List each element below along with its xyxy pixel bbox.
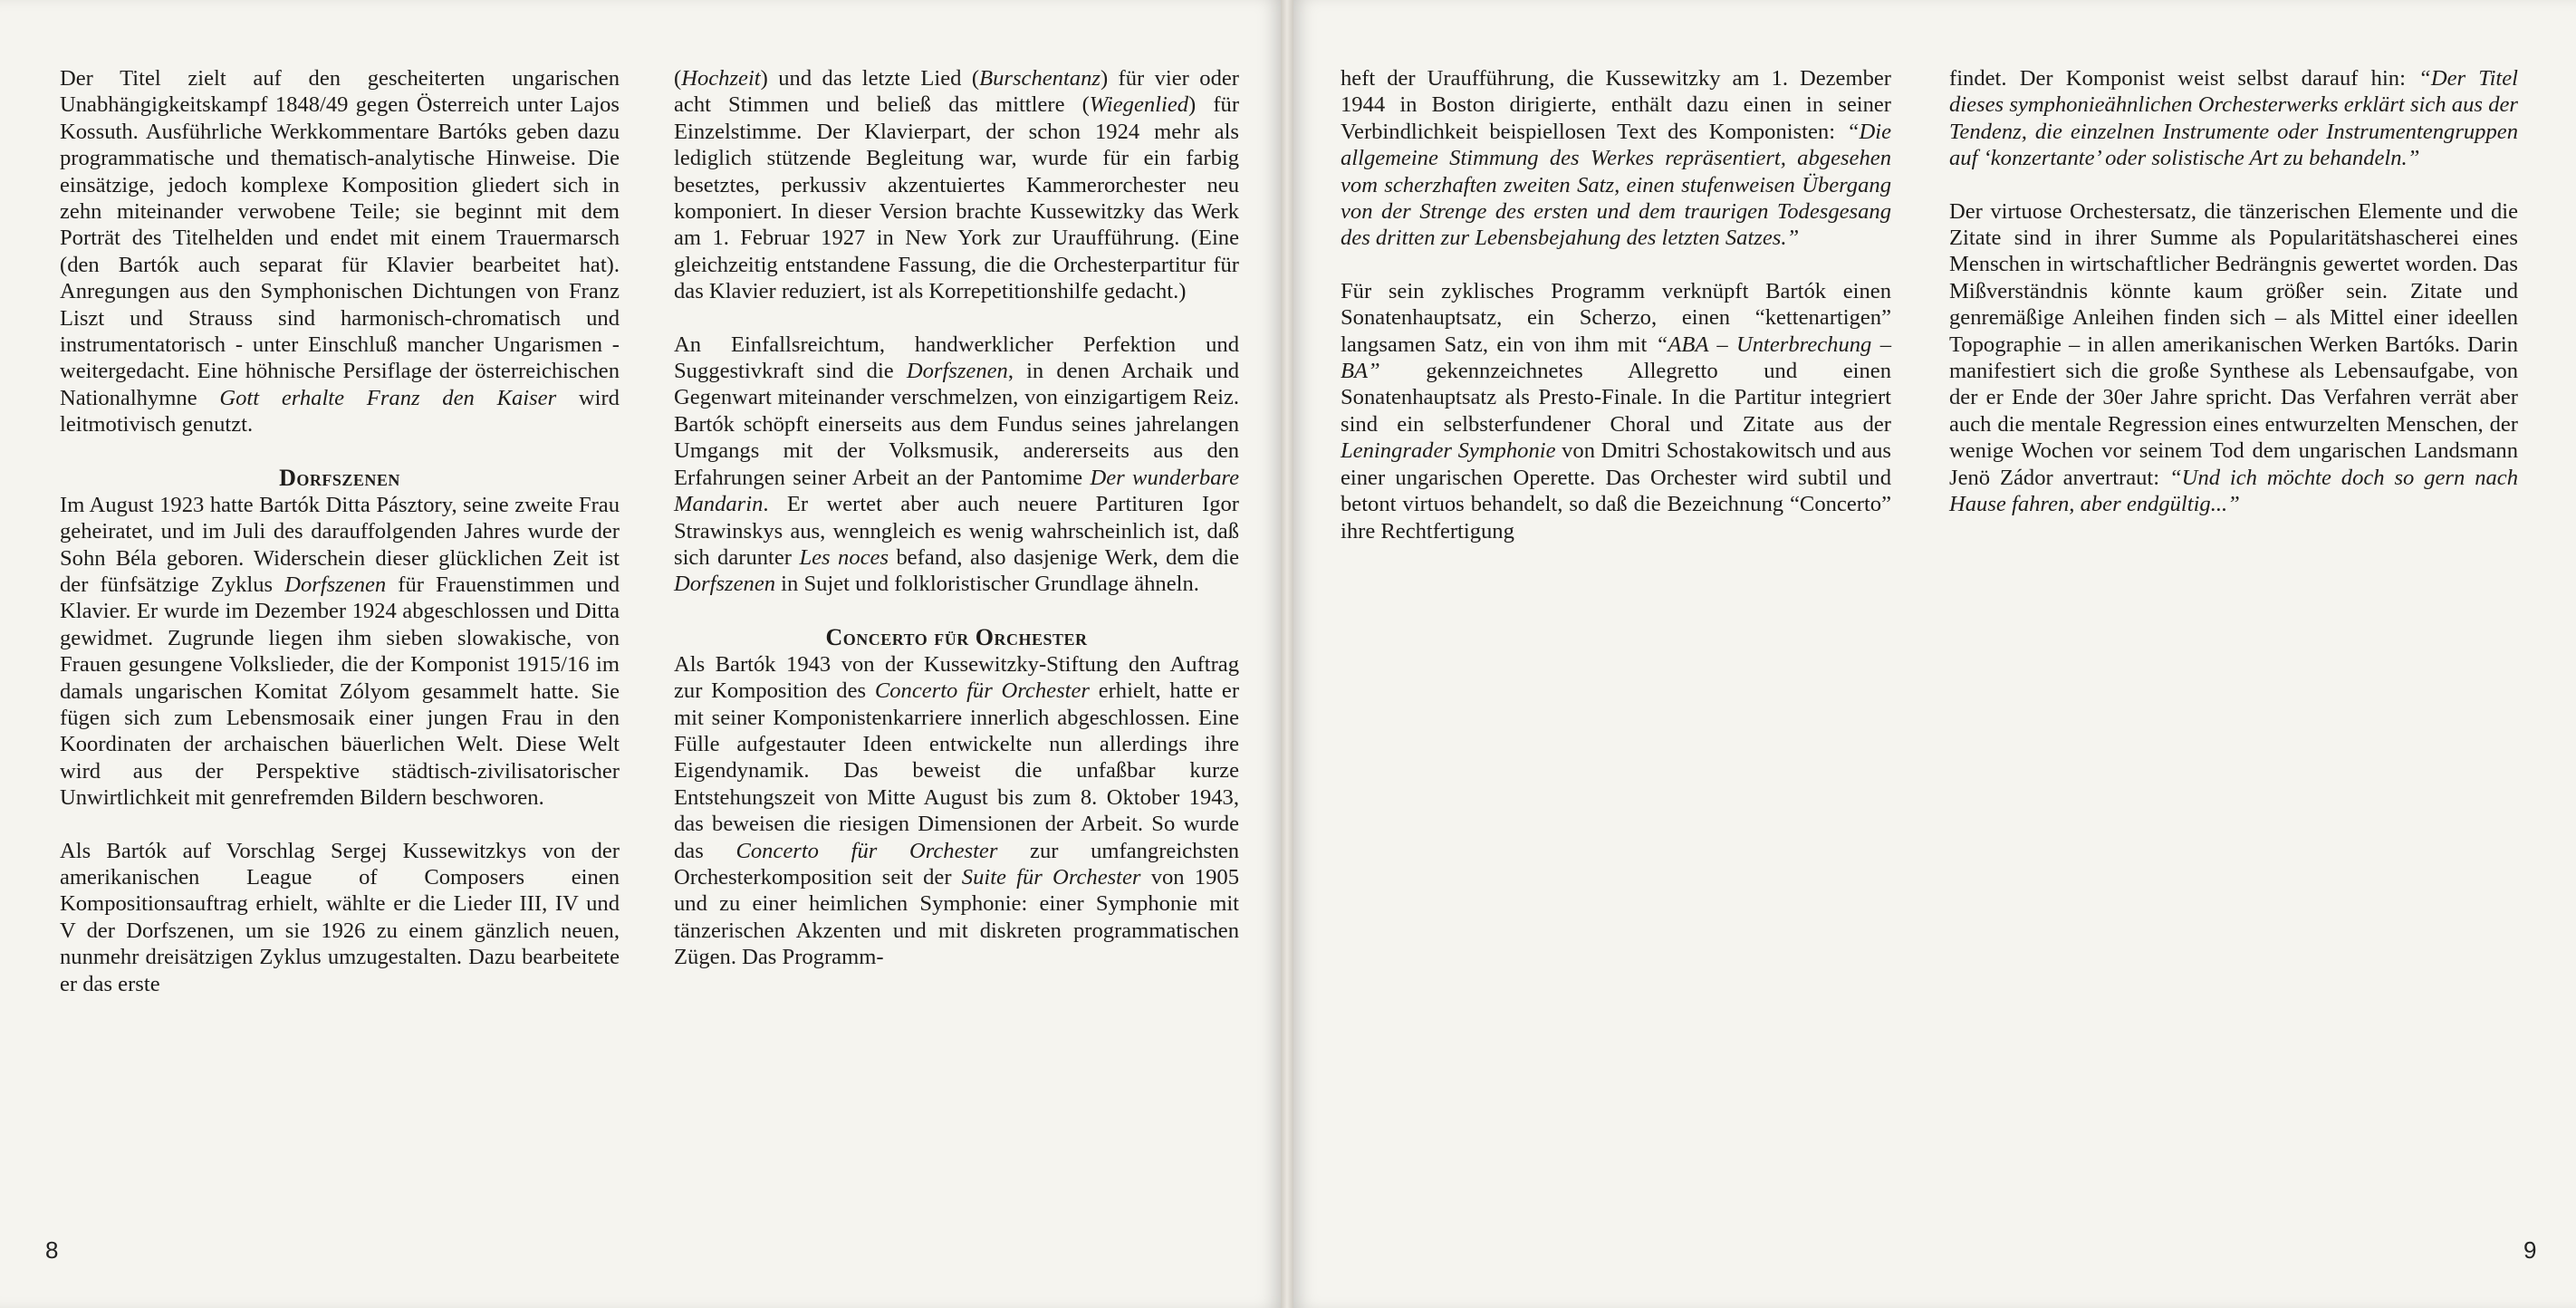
paragraph: heft der Uraufführung, die Kussewitzky am 1. Dezember 1944 in Boston dirigierte, enthält dazu einen in seiner Verbindlichkeit beispiellosen Text des Komponisten: “Die allgemeine Stimmung des Werkes repräsentiert, abgesehen vom scherzhaften zweiten Satz, einen stufenweisen Übergang von der Strenge des ersten und dem traurigen Todesgesang des dritten zur Lebensbejahung des letzten Satzes.”	[1341, 66, 1891, 251]
italic-text: Dorfszenen	[284, 572, 387, 597]
paragraph: Der virtuose Orchestersatz, die tänzerischen Elemente und die Zitate sind in ihrer Summe als Popularitätshascherei eines Menschen in wirtschaftlicher Bedrängnis gewertet worden. Das Mißverständnis könnte kaum größer sein. Zitate und genremäßige Anleihen finden sich – als Mittel einer ideellen Topographie – in allen amerikanischen Werken Bartóks. Darin manifestiert sich die große Synthese als Lebensaufgabe, von der er Ende der 30er Jahre spricht. Das Verfahren verrät aber auch die mentale Regression eines entwurzelten Menschen, der wenige Wochen vor seinem Tod dem ungarischen Landsmann Jenö Zádor anvertraut: “Und ich möchte doch so gern nach Hause fahren, aber endgültig...”	[1949, 198, 2518, 517]
italic-text: Concerto für Orchester	[874, 678, 1090, 704]
paragraph: findet. Der Komponist weist selbst darauf hin: “Der Titel dieses symphonieähnlichen Orchesterwerks erklärt sich aus der Tendenz, die einzelnen Instrumente oder Instrumentengruppen auf ‘konzertante’ oder solistische Art zu behandeln.”	[1949, 66, 2519, 171]
italic-text: “ABA – Unterbrechung – BA”	[1341, 332, 1891, 384]
paragraph: Als Bartók auf Vorschlag Sergej Kussewitzkys von der amerikanischen League of Composers einen Kompositionsauftrag erhielt, wählte er die Lieder III, IV und V der Dorfszenen, um sie 1926 zu einem gänzlich neuen, nunmehr dreisätzigen Zyklus umzugestalten. Dazu bearbeitete er das erste	[60, 838, 620, 996]
italic-text: Dorfszenen	[674, 572, 776, 597]
italic-text: “Der Titel dieses symphonieähnlichen Orchesterwerks erklärt sich aus der Tendenz, die einzelnen Instrumente oder Instrumentengruppen auf ‘konzertante’ oder solistische Art zu behandeln.”	[1949, 66, 2519, 171]
paragraph: Als Bartók 1943 von der Kussewitzky-Stiftung den Auftrag zur Komposition des Concerto für Orchester erhielt, hatte er mit seiner Komponistenkarriere innerlich abgeschlossen. Eine Fülle aufgestauter Ideen entwickelte nun allerdings ihre Eigendynamik. Das beweist die unfaßbar kurze Entstehungszeit von Mitte August bis zum 8. Oktober 1943, das beweisen die riesigen Dimensionen der Arbeit. So wurde das Concerto für Orchester zur umfangreichsten Orchesterkomposition seit der Suite für Orchester von 1905 und zu einer heimlichen Symphonie: einer Symphonie mit tänzerischen Akzenten und mit diskreten programmatischen Zügen. Das Programm-	[674, 651, 1240, 970]
book-gutter	[1281, 0, 1293, 1308]
text-column-1	[60, 65, 620, 1024]
left-page	[0, 0, 1281, 1308]
page-number-left: 8	[45, 1236, 59, 1264]
right-page	[1293, 0, 2576, 1308]
paragraph: Für sein zyklisches Programm verknüpft Bartók einen Sonatenhauptsatz, ein Scherzo, einen “kettenartigen” langsamen Satz, ein von ihm mit “ABA – Unterbrechung – BA” gekennzeichnetes Allegretto und einen Sonatenhauptsatz als Presto-Finale. In die Partitur integriert sind ein selbsterfundener Choral und Zitate aus der Leningrader Symphonie von Dmitri Schostakowitsch und aus einer ungarischen Operette. Das Orchester wird subtil und betont virtuos behandelt, so daß die Bezeichnung “Concerto” ihre Rechtfertigung	[1341, 278, 1892, 543]
italic-text: Gott erhalte Franz den Kaiser	[219, 385, 557, 410]
italic-text: Les noces	[799, 544, 889, 570]
paragraph: An Einfallsreichtum, handwerklicher Perfektion und Suggestivkraft sind die Dorfszenen, in denen Archaik und Gegenwart miteinander verschmelzen, von einzigartigem Reiz. Bartók schöpft einerseits aus dem Fundus seines jahrelangen Umgangs mit der Volksmusik, andererseits aus den Erfahrungen seiner Arbeit an der Pantomime Der wunderbare Mandarin. Er wertet aber auch neuere Partituren Igor Strawinskys aus, wenngleich es wenig wahrscheinlich ist, daß sich darunter Les noces befand, also dasjenige Werk, dem die Dorfszenen in Sujet und folkloristischer Grundlage ähneln.	[674, 332, 1240, 597]
italic-text: Burschentanz	[979, 66, 1101, 91]
italic-text: Hochzeit	[681, 66, 761, 91]
italic-text: Der wunderbare Mandarin	[674, 465, 1239, 517]
italic-text: Wiegenlied	[1089, 92, 1189, 118]
italic-text: Suite für Orchester	[961, 864, 1141, 890]
section-heading-dorfszenen: Dorfszenen	[279, 464, 400, 491]
text-column-2	[674, 65, 1239, 997]
italic-text: Dorfszenen	[906, 359, 1008, 384]
text-column-3	[1341, 65, 1891, 571]
italic-text: “Die allgemeine Stimmung des Werkes repräsentiert, abgesehen vom scherzhaften zweiten Satz, einen stufenweisen Übergang von der Strenge des ersten und dem traurigen Todesgesang des dritten zur Lebensbejahung des letzten Satzes.”	[1341, 119, 1891, 251]
italic-text: “Und ich möchte doch so gern nach Hause fahren, aber endgültig...”	[1949, 465, 2518, 517]
paragraph: Der Titel zielt auf den gescheiterten ungarischen Unabhängigkeitskampf 1848/49 gegen Österreich unter Lajos Kossuth. Ausführliche Werkkommentare Bartóks geben dazu programmatische und thematisch-analytische Hinweise. Die einsätzige, jedoch komplexe Komposition gliedert sich in zehn miteinander verwobene Teile; sie beginnt mit dem Porträt des Titelhelden und endet mit einem Trauermarsch (den Bartók auch separat für Klavier bearbeitet hat). Anregungen aus den Symphonischen Dichtungen von Franz Liszt und Strauss sind harmonisch-chromatisch und instrumentatorisch - unter Einschluß mancher Ungarismen - weitergedacht. Eine höhnische Persiflage der österreichischen Nationalhymne Gott erhalte Franz den Kaiser wird leitmotivisch genutzt.	[60, 66, 620, 438]
paragraph: Im August 1923 hatte Bartók Ditta Pásztory, seine zweite Frau geheiratet, und im Juli des darauffolgenden Jahres wurde der Sohn Béla geboren. Widerschein dieser glücklichen Zeit ist der fünfsätzige Zyklus Dorfszenen für Frauenstimmen und Klavier. Er wurde im Dezember 1924 abgeschlossen und Ditta gewidmet. Zugrunde liegen ihm sieben slowakische, von Frauen gesungene Volkslieder, die der Komponist 1915/16 im damals ungarischen Komitat Zólyom gesammelt hatte. Sie fügen sich zum Lebensmosaik einer jungen Frau in den Koordinaten der archaischen bäuerlichen Welt. Diese Welt wird aus der Perspektive städtisch-zivilisatorischer Unwirtlichkeit mit genrefremden Bildern beschworen.	[60, 492, 620, 811]
italic-text: Leningrader Symphonie	[1341, 438, 1556, 464]
page-number-right: 9	[2523, 1236, 2537, 1264]
italic-text: Concerto für Orchester	[735, 838, 998, 863]
paragraph: (Hochzeit) und das letzte Lied (Burschentanz) für vier oder acht Stimmen und beließ das mittlere (Wiegenlied) für Einzelstimme. Der Klavierpart, der schon 1924 mehr als lediglich stützende Begleitung war, wurde für ein farbig besetztes, perkussiv akzentuiertes Kammerorchester neu komponiert. In dieser Version brachte Kussewitzky das Werk am 1. Februar 1927 in New York zur Uraufführung. (Eine gleichzeitig entstandene Fassung, die die Orchesterpartitur für das Klavier reduziert, ist als Korrepetitionshilfe gedacht.)	[674, 66, 1240, 304]
section-heading-concerto: Concerto für Orchester	[825, 623, 1088, 650]
text-column-4	[1949, 65, 2518, 544]
